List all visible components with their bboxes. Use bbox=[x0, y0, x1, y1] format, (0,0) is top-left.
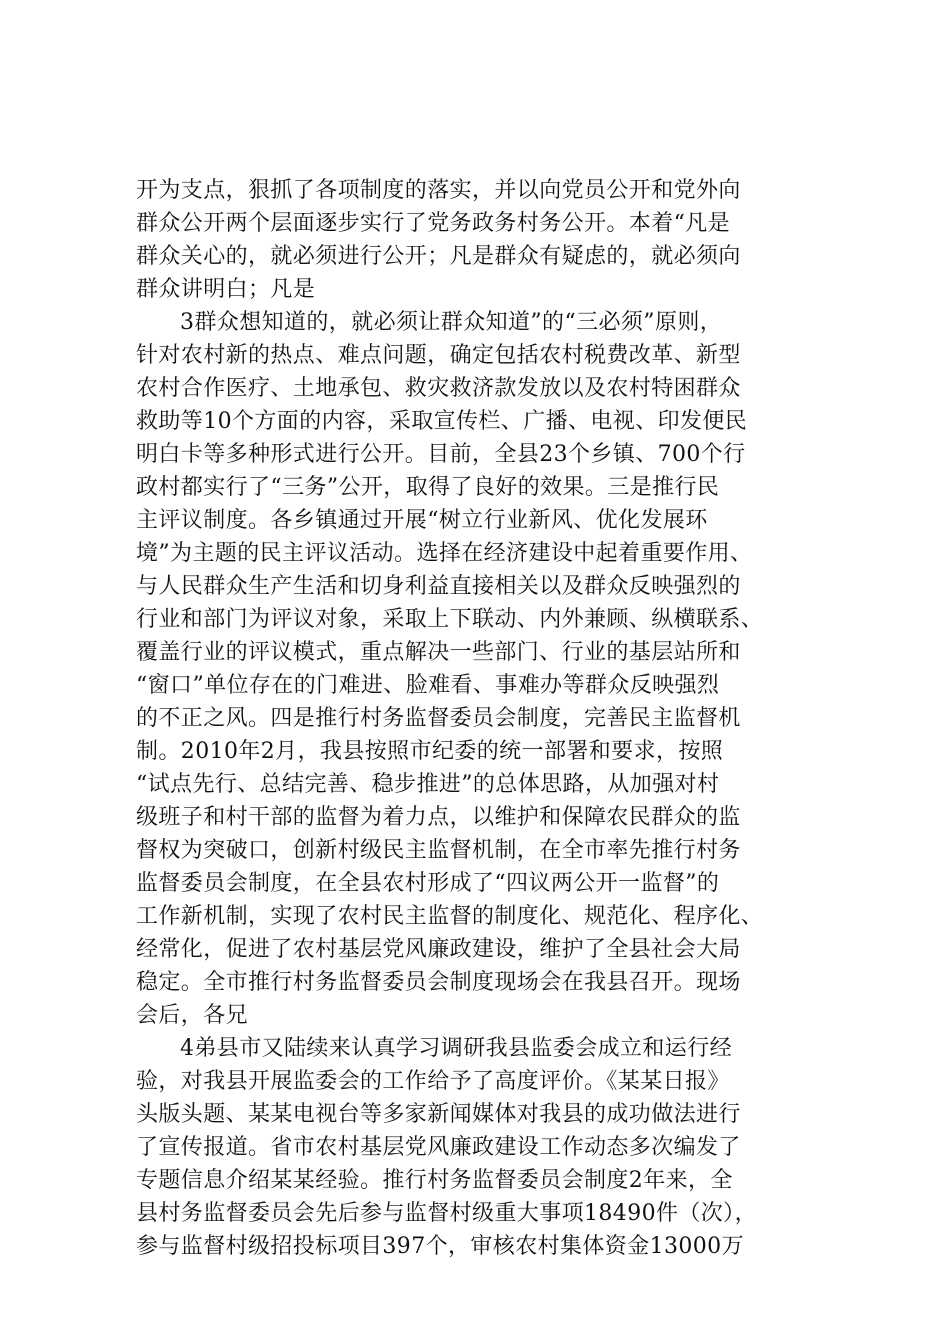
text-line: 境”为主题的民主评议活动。选择在经济建设中起着重要作用、 bbox=[136, 541, 753, 566]
text-line: 会后，各兄 bbox=[136, 1003, 249, 1028]
text-line: 经常化，促进了农村基层党风廉政建设，维护了全县社会大局 bbox=[136, 937, 741, 962]
text-line: 了宣传报道。省市农村基层党风廉政建设工作动态多次编发了 bbox=[136, 1135, 741, 1160]
text-line: 针对农村新的热点、难点问题，确定包括农村税费改革、新型 bbox=[136, 343, 741, 368]
text-line: 稳定。全市推行村务监督委员会制度现场会在我县召开。现场 bbox=[136, 970, 741, 995]
text-line: 群众讲明白；凡是 bbox=[136, 277, 316, 302]
text-line: 群众关心的，就必须进行公开；凡是群众有疑虑的，就必须向 bbox=[136, 244, 741, 269]
text-line: 督权为突破口，创新村级民主监督机制，在全市率先推行村务 bbox=[136, 838, 741, 863]
text-line: 政村都实行了“三务”公开，取得了良好的效果。三是推行民 bbox=[136, 475, 720, 500]
text-line: 级班子和村干部的监督为着力点，以维护和保障农民群众的监 bbox=[136, 805, 741, 830]
text-line: 明白卡等多种形式进行公开。目前，全县23个乡镇、700个行 bbox=[136, 442, 746, 467]
text-line: 县村务监督委员会先后参与监督村级重大事项18490件（次）， bbox=[136, 1201, 757, 1226]
text-line: 制。2010年2月，我县按照市纪委的统一部署和要求，按照 bbox=[136, 739, 724, 764]
text-line: 专题信息介绍某某经验。推行村务监督委员会制度2年来，全 bbox=[136, 1168, 733, 1193]
text-line: 工作新机制，实现了农村民主监督的制度化、规范化、程序化、 bbox=[136, 904, 764, 929]
text-line: 覆盖行业的评议模式，重点解决一些部门、行业的基层站所和 bbox=[136, 640, 741, 665]
body-text bbox=[136, 174, 836, 1263]
text-line: 行业和部门为评议对象，采取上下联动、内外兼顾、纵横联系、 bbox=[136, 607, 764, 632]
text-line: 参与监督村级招投标项目397个，审核农村集体资金13000万 bbox=[136, 1234, 744, 1259]
text-line: “试点先行、总结完善、稳步推进”的总体思路，从加强对村 bbox=[136, 772, 720, 797]
text-line: 群众公开两个层面逐步实行了党务政务村务公开。本着“凡是 bbox=[136, 211, 731, 236]
text-line: 头版头题、某某电视台等多家新闻媒体对我县的成功做法进行 bbox=[136, 1102, 741, 1127]
text-line: 验，对我县开展监委会的工作给予了高度评价。《某某日报》 bbox=[136, 1069, 730, 1094]
text-line: 农村合作医疗、土地承包、救灾救济款发放以及农村特困群众 bbox=[136, 376, 741, 401]
text-line: 开为支点，狠抓了各项制度的落实，并以向党员公开和党外向 bbox=[136, 178, 741, 203]
text-line: “窗口”单位存在的门难进、脸难看、事难办等群众反映强烈 bbox=[136, 673, 720, 698]
text-line: 主评议制度。各乡镇通过开展“树立行业新风、优化发展环 bbox=[136, 508, 708, 533]
text-line: 救助等10个方面的内容，采取宣传栏、广播、电视、印发便民 bbox=[136, 409, 748, 434]
text-line: 的不正之风。四是推行村务监督委员会制度，完善民主监督机 bbox=[136, 706, 741, 731]
text-line: 监督委员会制度，在全县农村形成了“四议两公开一监督”的 bbox=[136, 871, 720, 896]
text-line: 与人民群众生产生活和切身利益直接相关以及群众反映强烈的 bbox=[136, 574, 741, 599]
paragraph-start-line: 3群众想知道的，就必须让群众知道”的“三必须”原则， bbox=[180, 310, 723, 335]
paragraph-start-line: 4弟县市又陆续来认真学习调研我县监委会成立和运行经 bbox=[180, 1036, 732, 1061]
